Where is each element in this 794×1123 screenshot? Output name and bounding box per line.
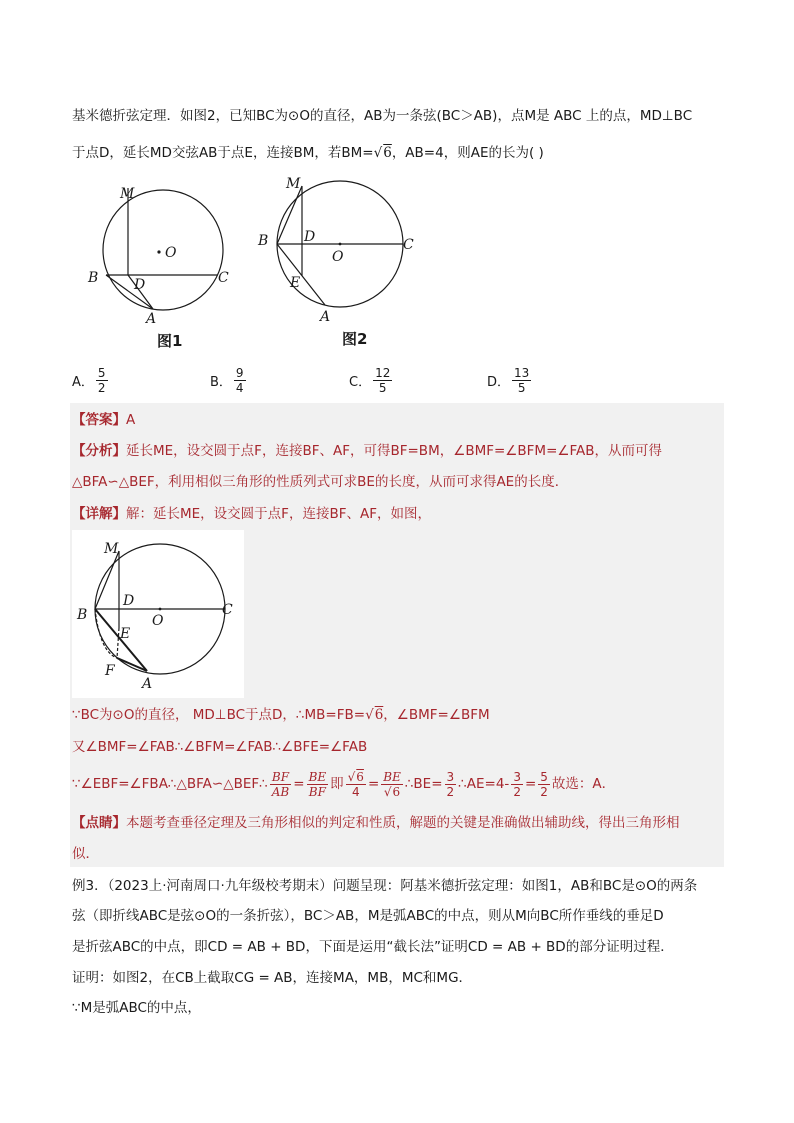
fig1-label-o: O bbox=[165, 245, 177, 261]
detail-dash-bf bbox=[95, 609, 117, 658]
option-b-fraction: $\frac{9}{4}$ bbox=[235, 366, 244, 395]
detail-center-dot bbox=[159, 608, 162, 611]
detail-label-c: C bbox=[222, 602, 233, 618]
fig1-caption: 图1 bbox=[157, 332, 183, 350]
answer-line bbox=[72, 410, 135, 430]
sqrt-6: √6 bbox=[373, 145, 392, 161]
comment-tag: 【点睛】 bbox=[72, 815, 126, 831]
fig2-caption: 图2 bbox=[342, 330, 368, 348]
detail-dash-ef bbox=[117, 628, 119, 658]
problem-line-1: 基米德折弦定理．如图2，已知BC为⊙O的直径，AB为一条弦(BC＞AB)，点M是 ABC 上的点，MD⊥BC bbox=[72, 108, 693, 124]
problem-line-2-b: ，AB=4，则AE的长为( ) bbox=[391, 145, 544, 161]
eq-3: = bbox=[524, 776, 537, 792]
analysis-line-1 bbox=[72, 441, 662, 461]
detail-line bbox=[72, 504, 431, 524]
option-d-letter: D． bbox=[487, 375, 511, 390]
problem-line-2 bbox=[72, 143, 544, 163]
detail-line-bm bbox=[95, 551, 119, 609]
example3-line-3: 是折弦ABC的中点，即CD = AB + BD，下面是运用“截长法”证明CD = AB + BD的部分证明过程． bbox=[72, 939, 674, 955]
detail-step-2: 又∠BMF=∠FAB∴∠BFM=∠FAB∴∠BFE=∠FAB bbox=[72, 739, 368, 755]
example3-line-2: 弦（即折线ABC是弦⊙O的一条折弦），BC＞AB，M是弧ABC的中点，则从M向BC所作垂线的垂足D bbox=[72, 908, 664, 924]
detail-tag: 【详解】 bbox=[72, 506, 126, 522]
fig1-label-c: C bbox=[218, 270, 229, 286]
frac-3-2-b: $\frac{3}{2}$ bbox=[513, 769, 521, 799]
option-a-letter: A． bbox=[72, 375, 94, 390]
choose-text: 故选：A． bbox=[551, 776, 616, 792]
fig1-label-m: M bbox=[120, 186, 135, 202]
frac-3-2-a: $\frac{3}{2}$ bbox=[446, 769, 455, 799]
eq-1: = bbox=[293, 776, 305, 792]
detail-label-o: O bbox=[152, 613, 164, 629]
detail-step-1-b: ，∠BMF=∠BFM bbox=[383, 707, 490, 723]
answer-tag: 【答案】 bbox=[72, 412, 126, 428]
frac-sqrt6-4: $\frac{√6}{4}$ bbox=[347, 769, 364, 799]
fig2-line-bm bbox=[277, 186, 302, 244]
answer-text: A bbox=[126, 412, 136, 428]
comment-line-2: 似． bbox=[72, 846, 99, 862]
option-a bbox=[72, 366, 110, 395]
analysis-line-2: △BFA∽△BEF，利用相似三角形的性质列式可求BE的长度，从而可求得AE的长度． bbox=[72, 474, 569, 490]
therefore-ae: ∴AE=4- bbox=[458, 776, 510, 792]
detail-label-f: F bbox=[105, 663, 115, 679]
option-d-fraction: $\frac{13}{5}$ bbox=[514, 366, 530, 395]
analysis-text-1: 延长ME，设交圆于点F，连接BF、AF，可得BF=BM，∠BMF=∠BFM=∠FAB，从而可得 bbox=[126, 443, 663, 459]
comment-text-1: 本题考查垂径定理及三角形相似的判定和性质，解题的关键是准确做出辅助线，得出三角形相 bbox=[126, 815, 680, 831]
example3-line-1: 例3．（2023上·河南周口·九年级校考期末）问题呈现：阿基米德折弦定理：如图1，AB和BC是⊙O的两条 bbox=[72, 878, 698, 894]
detail-label-d: D bbox=[123, 593, 135, 609]
example3-line-4: 证明：如图2，在CB上截取CG = AB，连接MA，MB，MC和MG． bbox=[72, 970, 473, 986]
detail-label-a: A bbox=[142, 676, 153, 692]
fig1-line-ba bbox=[106, 275, 153, 309]
comment-line-1 bbox=[72, 813, 680, 833]
detail-intro: 解：延长ME，设交圆于点F，连接BF、AF，如图， bbox=[126, 506, 431, 522]
frac-5-2: $\frac{5}{2}$ bbox=[540, 769, 548, 799]
analysis-tag: 【分析】 bbox=[72, 443, 126, 459]
therefore-be: ∴BE= bbox=[404, 776, 443, 792]
fig2-label-a: A bbox=[320, 309, 331, 325]
option-a-fraction: $\frac{5}{2}$ bbox=[97, 366, 106, 395]
eq-2: = bbox=[367, 776, 380, 792]
detail-step-3-a: ∵∠EBF=∠FBA∴△BFA∽△BEF∴ bbox=[72, 776, 268, 792]
option-c-letter: C． bbox=[349, 375, 372, 390]
detail-sqrt-6: √6 bbox=[365, 707, 384, 723]
frac-bf-ab: $\frac{BF}{AB}$ bbox=[271, 769, 290, 799]
option-b-letter: B． bbox=[210, 375, 232, 390]
frac-be-bf: $\frac{BE}{BF}$ bbox=[308, 769, 327, 799]
fig2-label-d: D bbox=[304, 229, 316, 245]
fig2-label-b: B bbox=[258, 233, 269, 249]
figure-1 bbox=[80, 178, 250, 328]
fig2-label-o: O bbox=[332, 249, 344, 265]
frac-be-sqrt6: $\frac{BE}{√6}$ bbox=[383, 769, 401, 799]
fig2-center-dot bbox=[339, 243, 342, 246]
example3-line-5: ∵M是弧ABC的中点， bbox=[72, 1000, 201, 1016]
ji-word: 即 bbox=[330, 776, 344, 792]
option-c-fraction: $\frac{12}{5}$ bbox=[375, 366, 391, 395]
option-c bbox=[349, 366, 394, 395]
detail-figure bbox=[72, 530, 244, 698]
detail-label-m: M bbox=[104, 541, 119, 557]
detail-label-e: E bbox=[120, 626, 131, 642]
problem-line-2-a: 于点D，延长MD交弦AB于点E，连接BM，若BM= bbox=[72, 145, 374, 161]
detail-step-1 bbox=[72, 705, 490, 725]
fig2-label-e: E bbox=[290, 275, 301, 291]
figure-2 bbox=[252, 170, 422, 330]
option-d bbox=[487, 366, 533, 395]
detail-label-b: B bbox=[77, 607, 88, 623]
fig2-label-m: M bbox=[286, 176, 301, 192]
fig1-label-a: A bbox=[146, 311, 157, 327]
option-b bbox=[210, 366, 248, 395]
fig1-label-d: D bbox=[134, 277, 146, 293]
detail-step-1-a: ∵BC为⊙O的直径， MD⊥BC于点D，∴MB=FB= bbox=[72, 707, 366, 723]
fig2-label-c: C bbox=[403, 237, 414, 253]
fig1-circle bbox=[103, 190, 223, 310]
detail-step-3 bbox=[72, 766, 615, 802]
fig1-center-dot bbox=[157, 250, 160, 253]
fig1-label-b: B bbox=[88, 270, 99, 286]
